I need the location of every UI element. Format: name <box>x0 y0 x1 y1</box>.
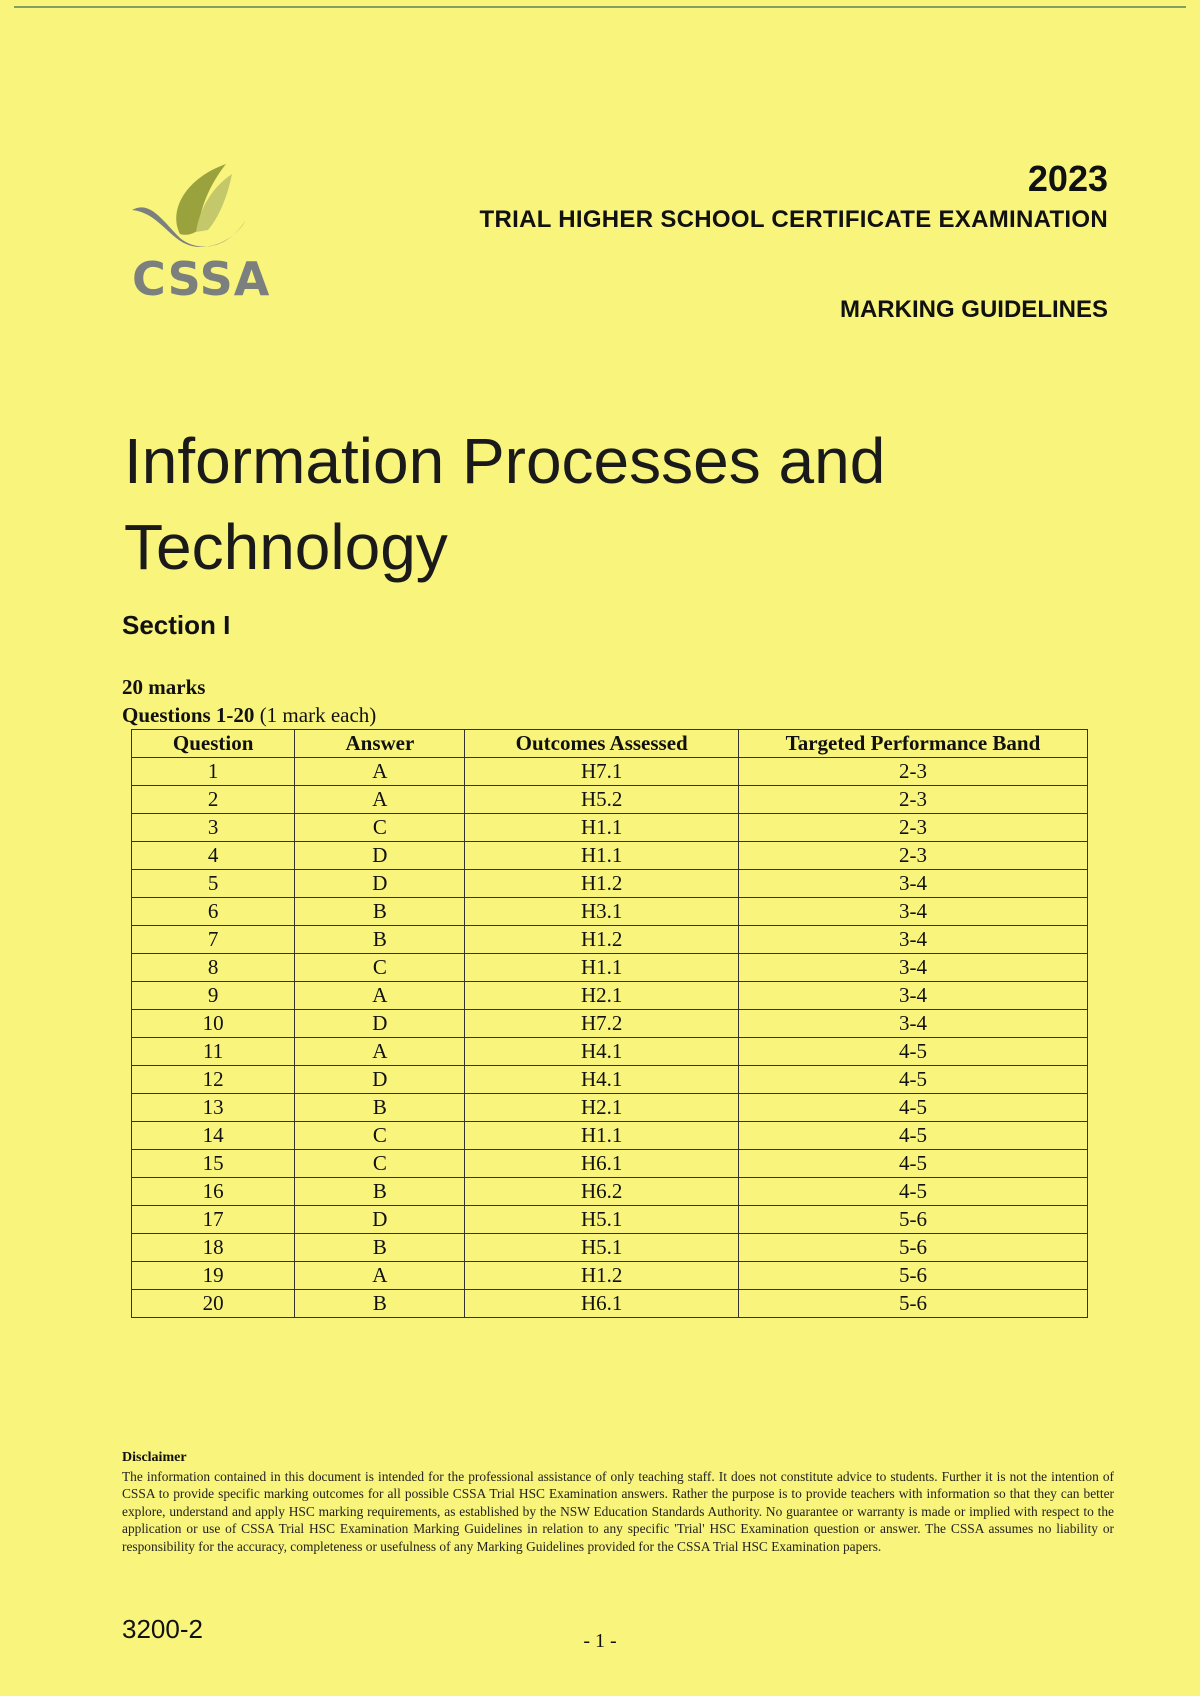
cell-question: 14 <box>132 1122 295 1150</box>
cell-outcome: H6.1 <box>465 1150 738 1178</box>
cell-band: 2-3 <box>738 758 1087 786</box>
cell-question: 1 <box>132 758 295 786</box>
cell-answer: C <box>295 1122 465 1150</box>
cell-outcome: H4.1 <box>465 1038 738 1066</box>
header-band: Targeted Performance Band <box>738 730 1087 758</box>
cell-outcome: H6.1 <box>465 1290 738 1318</box>
cell-band: 5-6 <box>738 1262 1087 1290</box>
cell-band: 5-6 <box>738 1206 1087 1234</box>
page-number: - 1 - <box>583 1630 617 1652</box>
cell-question: 3 <box>132 814 295 842</box>
section-marks: 20 marks <box>122 675 206 699</box>
cell-answer: B <box>295 1290 465 1318</box>
cell-answer: A <box>295 758 465 786</box>
header-outcomes: Outcomes Assessed <box>465 730 738 758</box>
table-row <box>132 758 1088 786</box>
questions-mark-each: (1 mark each) <box>254 703 377 727</box>
cell-outcome: H2.1 <box>465 982 738 1010</box>
cell-question: 19 <box>132 1262 295 1290</box>
cell-outcome: H1.1 <box>465 1122 738 1150</box>
subject-line-1: Information Processes and <box>124 425 886 497</box>
table-row <box>132 982 1088 1010</box>
cell-outcome: H5.1 <box>465 1206 738 1234</box>
cell-outcome: H5.1 <box>465 1234 738 1262</box>
table-row <box>132 1262 1088 1290</box>
document-type: MARKING GUIDELINES <box>839 296 1108 323</box>
cell-question: 10 <box>132 1010 295 1038</box>
cell-question: 12 <box>132 1066 295 1094</box>
logo-text: CSSA <box>132 252 271 306</box>
section-title: Section I <box>122 610 231 640</box>
cell-question: 15 <box>132 1150 295 1178</box>
cell-answer: D <box>295 1066 465 1094</box>
cell-outcome: H2.1 <box>465 1094 738 1122</box>
table-row <box>132 1066 1088 1094</box>
cell-question: 11 <box>132 1038 295 1066</box>
questions-range: Questions 1-20 <box>122 703 255 727</box>
cell-question: 20 <box>132 1290 295 1318</box>
cell-answer: A <box>295 1262 465 1290</box>
cell-answer: C <box>295 814 465 842</box>
cell-question: 13 <box>132 1094 295 1122</box>
cell-band: 3-4 <box>738 898 1087 926</box>
cell-band: 4-5 <box>738 1150 1087 1178</box>
table-row <box>132 814 1088 842</box>
cell-answer: C <box>295 1150 465 1178</box>
cell-answer: B <box>295 898 465 926</box>
table-row <box>132 870 1088 898</box>
table-row <box>132 1234 1088 1262</box>
disclaimer-text: The information contained in this document is intended for the professional assistance of only teaching staff. It does not constitute advice to students. Further it is not the intention of CSSA to provide specific marking outcomes for all possible CSSA Trial HSC Examination answers. Rather the purpose is to provide teachers with information so that they can better explore, understand and apply HSC marking requirements, as established by the NSW Education Standards Authority. No guarantee or warranty is made or implied with respect to the application or use of CSSA Trial HSC Examination Marking Guidelines in relation to any specific 'Trial' HSC Examination question or answer. The CSSA assumes no liability or responsibility for the accuracy, completeness or usefulness of any Marking Guidelines provided for the CSSA Trial HSC Examination papers. <box>122 1469 1114 1554</box>
header-question: Question <box>132 730 295 758</box>
cell-outcome: H4.1 <box>465 1066 738 1094</box>
subject-title <box>124 418 1084 590</box>
table-row <box>132 1094 1088 1122</box>
cell-band: 4-5 <box>738 1178 1087 1206</box>
table-row <box>132 1290 1088 1318</box>
questions-info <box>122 703 376 728</box>
cell-outcome: H1.2 <box>465 870 738 898</box>
cell-answer: D <box>295 1010 465 1038</box>
table-header-row <box>132 730 1088 758</box>
disclaimer-title: Disclaimer <box>122 1450 187 1465</box>
top-rule <box>14 6 1186 8</box>
cell-band: 3-4 <box>738 926 1087 954</box>
cell-answer: D <box>295 842 465 870</box>
cell-band: 2-3 <box>738 842 1087 870</box>
exam-title: TRIAL HIGHER SCHOOL CERTIFICATE EXAMINATION <box>479 206 1108 233</box>
cell-answer: A <box>295 786 465 814</box>
cell-band: 5-6 <box>738 1234 1087 1262</box>
cell-outcome: H1.2 <box>465 1262 738 1290</box>
table-row <box>132 1150 1088 1178</box>
header-answer: Answer <box>295 730 465 758</box>
cell-question: 6 <box>132 898 295 926</box>
cell-question: 7 <box>132 926 295 954</box>
table-row <box>132 842 1088 870</box>
cell-question: 17 <box>132 1206 295 1234</box>
cell-outcome: H7.2 <box>465 1010 738 1038</box>
cell-answer: B <box>295 926 465 954</box>
cell-outcome: H1.2 <box>465 926 738 954</box>
cell-band: 4-5 <box>738 1094 1087 1122</box>
leaf-wave-icon <box>128 160 268 260</box>
cell-answer: C <box>295 954 465 982</box>
cell-question: 2 <box>132 786 295 814</box>
cell-band: 2-3 <box>738 786 1087 814</box>
cell-answer: D <box>295 870 465 898</box>
table-row <box>132 926 1088 954</box>
table-row <box>132 898 1088 926</box>
cell-band: 3-4 <box>738 982 1087 1010</box>
cell-outcome: H5.2 <box>465 786 738 814</box>
cell-question: 16 <box>132 1178 295 1206</box>
cell-band: 3-4 <box>738 954 1087 982</box>
exam-year: 2023 <box>1027 158 1108 199</box>
table-row <box>132 1122 1088 1150</box>
cell-answer: B <box>295 1234 465 1262</box>
cell-question: 8 <box>132 954 295 982</box>
table-row <box>132 954 1088 982</box>
cell-question: 9 <box>132 982 295 1010</box>
cell-band: 3-4 <box>738 870 1087 898</box>
answers-table <box>131 729 1088 1318</box>
cell-band: 4-5 <box>738 1066 1087 1094</box>
cell-outcome: H7.1 <box>465 758 738 786</box>
cell-outcome: H3.1 <box>465 898 738 926</box>
table-row <box>132 1206 1088 1234</box>
cssa-logo <box>128 160 271 310</box>
cell-answer: B <box>295 1094 465 1122</box>
cell-outcome: H6.2 <box>465 1178 738 1206</box>
subject-line-2: Technology <box>124 511 448 583</box>
cell-band: 4-5 <box>738 1122 1087 1150</box>
cell-outcome: H1.1 <box>465 842 738 870</box>
cell-answer: B <box>295 1178 465 1206</box>
table-row <box>132 786 1088 814</box>
table-body <box>132 758 1088 1318</box>
cell-outcome: H1.1 <box>465 954 738 982</box>
cell-band: 5-6 <box>738 1290 1087 1318</box>
table-row <box>132 1038 1088 1066</box>
paper-code: 3200-2 <box>122 1614 203 1644</box>
cell-answer: D <box>295 1206 465 1234</box>
cell-question: 4 <box>132 842 295 870</box>
cell-question: 5 <box>132 870 295 898</box>
table-row <box>132 1178 1088 1206</box>
cell-answer: A <box>295 1038 465 1066</box>
cell-question: 18 <box>132 1234 295 1262</box>
cell-band: 4-5 <box>738 1038 1087 1066</box>
cell-outcome: H1.1 <box>465 814 738 842</box>
cell-band: 3-4 <box>738 1010 1087 1038</box>
cell-answer: A <box>295 982 465 1010</box>
cell-band: 2-3 <box>738 814 1087 842</box>
table-row <box>132 1010 1088 1038</box>
